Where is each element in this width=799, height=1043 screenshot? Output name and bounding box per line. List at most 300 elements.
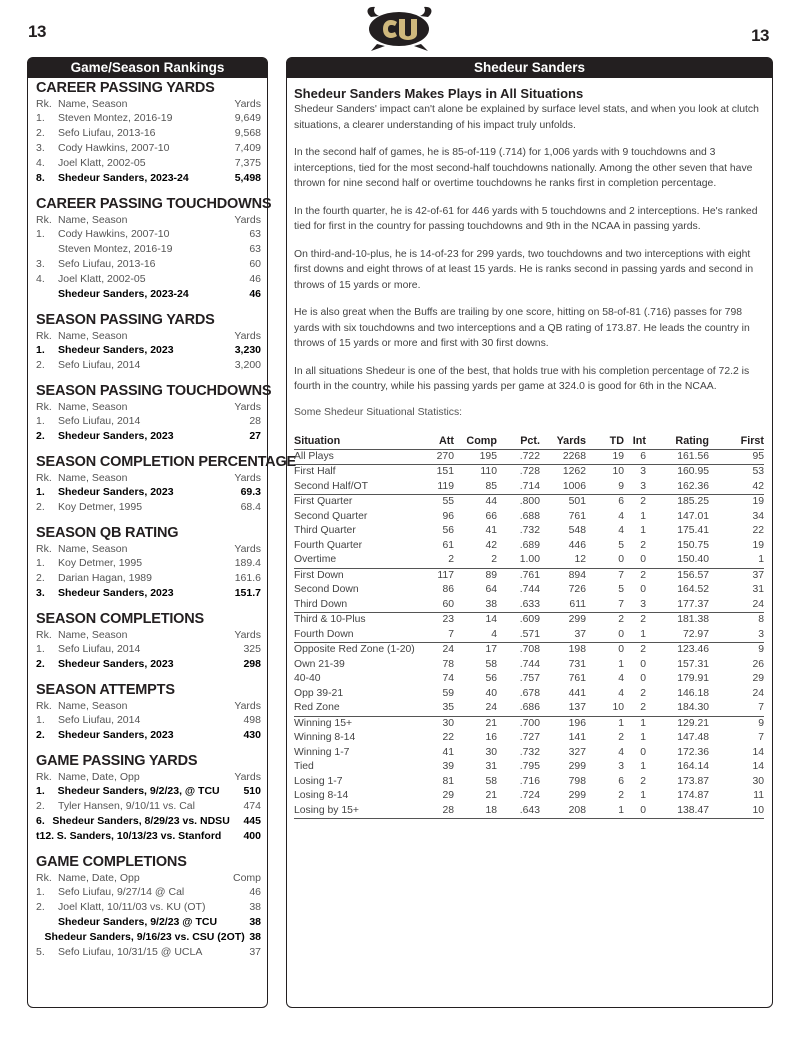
- ranking-rank: 2.: [36, 501, 45, 513]
- stat-cell: 41: [485, 525, 497, 536]
- stat-cell: 157.31: [677, 658, 709, 670]
- stat-cell: 164.14: [677, 761, 709, 772]
- stat-cell: 2: [454, 553, 497, 568]
- ranking-column-header: Name, Season: [58, 98, 128, 110]
- stat-cell: 55: [442, 496, 454, 507]
- stat-cell: 14: [485, 614, 497, 625]
- stat-cell: 95: [709, 449, 764, 465]
- ranking-row: [36, 429, 261, 444]
- stat-cell: 299: [568, 614, 586, 625]
- stat-cell: 2: [640, 496, 646, 507]
- stat-cell: 1: [618, 717, 624, 729]
- stat-cell: 441: [568, 687, 586, 699]
- stat-cell: 9: [758, 644, 764, 655]
- ranking-name: Shedeur Sanders, 9/2/23, @ TCU: [57, 785, 220, 797]
- ranking-section-title: SEASON COMPLETION PERCENTAGE: [36, 454, 296, 470]
- stat-cell: 2: [618, 732, 624, 743]
- ranking-row: [36, 257, 261, 272]
- stat-cell: 0: [640, 746, 646, 758]
- ranking-column-headers: [36, 329, 261, 343]
- table-row: [294, 731, 764, 746]
- column-header: Rating: [646, 434, 709, 450]
- ranking-row: [36, 414, 261, 429]
- ranking-name: Shedeur Sanders, 9/2/23 @ TCU: [58, 916, 218, 928]
- stat-cell: 611: [540, 598, 586, 613]
- ranking-value: 60: [249, 258, 261, 270]
- ranking-column-header: Yards: [234, 214, 261, 226]
- ranking-value: 3,230: [234, 344, 261, 356]
- ranking-name: Shedeur Sanders, 2023: [58, 344, 174, 356]
- article-panel: [286, 57, 773, 1008]
- stat-cell: 58: [485, 658, 497, 670]
- stat-cell: 156.57: [677, 569, 709, 581]
- situation-cell: Losing 8-14: [294, 790, 349, 801]
- stat-cell: 19: [752, 496, 764, 507]
- ranking-name: Darian Hagan, 1989: [58, 572, 152, 584]
- article-paragraph: He is also great when the Buffs are trailing by one score, hitting on 58-of-81 (.716) passes for 798 yards with six touchdowns and two interceptions and a QB rating of 173.87. He leads the country in throws of 15 yards or more and first with 30 first downs.: [294, 307, 750, 349]
- stat-cell: 3: [709, 628, 764, 643]
- ranking-column-headers: [36, 542, 261, 556]
- ranking-row: [36, 141, 261, 156]
- stat-cell: .757: [519, 673, 540, 684]
- ranking-name: Sefo Liufau, 2013-16: [58, 258, 156, 270]
- stat-cell: 59: [442, 687, 454, 699]
- stat-cell: 96: [442, 510, 454, 522]
- ranking-value: 38: [249, 931, 261, 943]
- stat-cell: 2: [624, 701, 646, 716]
- stat-cell: 4: [618, 687, 624, 699]
- table-row: [294, 775, 764, 790]
- article-paragraph: In all situations Shedeur is one of the best, that holds true with his completion percentage of 72.2 is fourth in the country, while his passing yards per game at 324.0 is good for 6th in the NCAA.: [294, 365, 750, 392]
- stat-cell: .643: [497, 804, 540, 819]
- stat-cell: 56: [442, 525, 454, 536]
- stat-cell: 110: [480, 466, 497, 477]
- stat-cell: 30: [485, 746, 497, 758]
- ranking-name: Shedeur Sanders, 2023: [58, 658, 174, 670]
- ranking-name: Sefo Liufau, 9/27/14 @ Cal: [58, 886, 185, 898]
- situation-cell: All Plays: [294, 449, 434, 465]
- ranking-rank: 2.: [36, 729, 45, 741]
- ranking-column-header: Yards: [234, 330, 261, 342]
- stat-cell: 0: [586, 553, 624, 568]
- stat-cell: 7: [709, 701, 764, 716]
- ranking-column-header: Name, Season: [58, 330, 128, 342]
- stat-cell: 0: [640, 584, 646, 595]
- stat-cell: 1262: [562, 466, 586, 477]
- ranking-row: [36, 272, 261, 287]
- stat-cell: 196: [568, 717, 586, 729]
- stat-cell: 147.48: [677, 732, 709, 743]
- ranking-column-header: Name, Date, Opp: [58, 771, 140, 783]
- article-header: Shedeur Sanders: [287, 58, 772, 78]
- ranking-rank: 1.: [36, 643, 45, 655]
- stat-cell: 6: [618, 496, 624, 507]
- ranking-value: 7,375: [234, 157, 261, 169]
- stat-cell: 24: [454, 701, 497, 716]
- ranking-column-header: Rk.: [36, 543, 52, 555]
- column-header: First: [709, 434, 764, 450]
- ranking-name: Steven Montez, 2016-19: [58, 112, 173, 124]
- column-header: Comp: [454, 434, 497, 450]
- stat-cell: 40: [485, 687, 497, 699]
- stat-cell: 1.00: [497, 553, 540, 568]
- ranking-value: 474: [243, 800, 261, 812]
- stat-cell: 64: [485, 584, 497, 595]
- article-paragraph: In the second half of games, he is 85-of-119 (.714) for 1,006 yards with 9 touchdowns and 3 interceptions, tied for the most second-half touchdowns nationally. Among the other seven that have thrown for nine second half or overtime touchdowns he ranks first in completion percentage.: [294, 147, 753, 189]
- ranking-name: Sefo Liufau, 2013-16: [58, 127, 156, 139]
- stat-cell: 37: [752, 569, 764, 581]
- stat-cell: 117: [437, 569, 454, 581]
- stat-cell: 61: [442, 539, 454, 551]
- stat-cell: 798: [568, 775, 586, 787]
- ranking-section: [36, 854, 261, 960]
- stat-cell: 195: [454, 449, 497, 465]
- stat-cell: 4: [618, 525, 624, 536]
- article-paragraph: Shedeur Sanders' impact can't alone be explained by surface level stats, and when you look at clutch situations, a clearer understanding of his impact truly unfolds.: [294, 104, 759, 131]
- ranking-column-headers: [36, 871, 261, 885]
- ranking-section: [36, 312, 261, 373]
- stat-cell: 1: [709, 553, 764, 568]
- ranking-name: Shedeur Sanders, 2023-24: [58, 172, 189, 184]
- table-row: [294, 687, 764, 702]
- situation-cell: Second Half/OT: [294, 480, 434, 495]
- stat-cell: 299: [568, 790, 586, 801]
- stat-cell: 0: [640, 658, 646, 670]
- stat-cell: 1: [640, 790, 646, 801]
- stat-cell: 72.97: [646, 628, 709, 643]
- ranking-row: [36, 657, 261, 672]
- article-paragraph: On third-and-10-plus, he is 14-of-23 for 299 yards, two touchdowns and two interceptions with eight first downs and eight throws of at least 15 yards. He is ranks second in passing yards and second in throws of 15 yards or more.: [294, 248, 754, 291]
- stat-cell: 4: [618, 510, 624, 522]
- stat-cell: .633: [497, 598, 540, 613]
- ranking-name: S. Sanders, 10/13/23 vs. Stanford: [56, 830, 222, 842]
- ranking-rank: [36, 915, 58, 930]
- stat-cell: 31: [752, 584, 764, 595]
- stat-cell: 42: [485, 539, 497, 551]
- stat-cell: 19: [752, 539, 764, 551]
- situation-cell: Second Down: [294, 584, 359, 595]
- stat-cell: 39: [442, 761, 454, 772]
- ranking-value: 5,498: [234, 172, 261, 184]
- ranking-rank: 2.: [36, 359, 45, 371]
- ranking-column-header: Yards: [234, 401, 261, 413]
- stat-cell: 16: [485, 732, 497, 743]
- stat-cell: 4: [454, 628, 497, 643]
- stat-cell: 10: [709, 804, 764, 819]
- stat-cell: 164.52: [677, 584, 709, 595]
- stat-cell: 299: [568, 761, 586, 772]
- ranking-rank: 1.: [36, 486, 45, 498]
- stat-cell: 66: [485, 510, 497, 522]
- column-header: TD: [586, 434, 624, 450]
- stat-cell: 161.56: [646, 449, 709, 465]
- ranking-row: [36, 171, 261, 186]
- ranking-column-header: Rk.: [36, 872, 52, 884]
- ranking-name: Sefo Liufau, 2014: [58, 714, 141, 726]
- table-row: [294, 789, 764, 804]
- table-row: [294, 480, 764, 495]
- ranking-row: [36, 784, 261, 799]
- stat-cell: 30: [442, 717, 454, 729]
- stat-cell: 894: [568, 569, 586, 581]
- ranking-name: Koy Detmer, 1995: [58, 501, 143, 513]
- stat-cell: 0: [586, 628, 624, 643]
- ranking-column-header: Rk.: [36, 629, 52, 641]
- ranking-value: 151.7: [234, 587, 261, 599]
- ranking-name: Shedeur Sanders, 2023: [58, 430, 174, 442]
- stat-cell: 81: [442, 775, 454, 787]
- stat-cell: 44: [485, 496, 497, 507]
- ranking-name: Sefo Liufau, 10/31/15 @ UCLA: [58, 946, 203, 958]
- stat-cell: 185.25: [677, 496, 709, 507]
- stat-cell: 29: [752, 673, 764, 684]
- situation-cell: Winning 8-14: [294, 732, 356, 743]
- stat-cell: 2: [618, 790, 624, 801]
- ranking-section: [36, 525, 261, 601]
- ranking-rank: 2.: [36, 901, 45, 913]
- situation-cell: Fourth Down: [294, 628, 434, 643]
- stat-cell: .761: [519, 569, 540, 581]
- stat-cell: 19: [586, 449, 624, 465]
- column-header: Yards: [540, 434, 586, 450]
- stat-cell: .716: [519, 775, 540, 787]
- ranking-value: 189.4: [234, 557, 261, 569]
- stat-cell: 3: [618, 761, 624, 772]
- stat-cell: .609: [519, 614, 540, 625]
- ranking-rank: t12.: [36, 830, 55, 842]
- stat-cell: 7: [586, 598, 624, 613]
- ranking-column-header: Rk.: [36, 98, 52, 110]
- ranking-rank: 2.: [36, 800, 45, 812]
- stat-cell: 2: [640, 569, 646, 581]
- ranking-column-header: Name, Season: [58, 629, 128, 641]
- situation-cell: Winning 1-7: [294, 746, 350, 758]
- ranking-rank: [36, 242, 58, 257]
- situation-cell: Third Quarter: [294, 525, 356, 536]
- ranking-name: Shedeur Sanders, 9/16/23 vs. CSU (2OT): [44, 931, 245, 943]
- stat-cell: 5: [618, 584, 624, 595]
- stat-cell: 1: [640, 761, 646, 772]
- situation-cell: Losing 1-7: [294, 775, 343, 787]
- stat-cell: 175.41: [677, 525, 709, 536]
- ranking-rank: [36, 287, 58, 302]
- ranking-section: [36, 611, 261, 672]
- stat-cell: 23: [442, 614, 454, 625]
- ranking-name: Shedeur Sanders, 2023: [58, 729, 174, 741]
- ranking-rank: 3.: [36, 142, 45, 154]
- ranking-section-title: SEASON ATTEMPTS: [36, 682, 175, 698]
- ranking-rank: 1.: [36, 228, 45, 240]
- stat-cell: .744: [519, 584, 540, 595]
- ranking-section-title: SEASON PASSING YARDS: [36, 312, 215, 328]
- ranking-name: Joel Klatt, 2002-05: [58, 157, 146, 169]
- article-paragraph: In the fourth quarter, he is 42-of-61 for 446 yards with 5 touchdowns and 2 interceptions. He's ranked tied for first in the country for passing touchdowns and 9th in the NCAA in passing yards.: [294, 205, 758, 232]
- table-row: [294, 701, 764, 716]
- ranking-column-headers: [36, 97, 261, 111]
- ranking-rank: 2.: [36, 658, 45, 670]
- ranking-value: 37: [249, 946, 261, 958]
- stat-cell: 138.47: [646, 804, 709, 819]
- ranking-section-title: GAME COMPLETIONS: [36, 854, 187, 870]
- ranking-section-title: CAREER PASSING TOUCHDOWNS: [36, 196, 272, 212]
- stat-cell: 53: [752, 466, 764, 477]
- stat-cell: 548: [568, 525, 586, 536]
- ranking-column-header: Name, Season: [58, 472, 128, 484]
- situation-cell: Opposite Red Zone (1-20): [294, 644, 415, 655]
- ranking-row: [36, 586, 261, 601]
- ranking-name: Shedeur Sanders, 2023-24: [58, 288, 189, 300]
- stat-cell: 8: [758, 614, 764, 625]
- ranking-row: [36, 358, 261, 373]
- ranking-value: 38: [249, 901, 261, 913]
- ranking-name: Cody Hawkins, 2007-10: [58, 142, 170, 154]
- situation-cell: Fourth Quarter: [294, 539, 363, 551]
- stat-cell: 24: [442, 644, 454, 655]
- ranking-row: [36, 111, 261, 126]
- article-title: Shedeur Sanders Makes Plays in All Situations: [294, 86, 584, 101]
- ranking-row: [36, 571, 261, 586]
- ranking-section-title: SEASON COMPLETIONS: [36, 611, 204, 627]
- stat-cell: 150.75: [677, 539, 709, 551]
- stat-cell: 14: [752, 746, 764, 758]
- stat-cell: 731: [568, 658, 586, 670]
- stat-cell: 31: [485, 761, 497, 772]
- stat-cell: .722: [497, 449, 540, 465]
- ranking-section: [36, 753, 261, 844]
- ranking-rank: 4.: [36, 157, 45, 169]
- ranking-value: 325: [243, 643, 261, 655]
- ranking-column-header: Rk.: [36, 472, 52, 484]
- stat-cell: 2: [640, 614, 646, 625]
- ranking-rank: 1.: [36, 557, 45, 569]
- ranking-column-headers: [36, 400, 261, 414]
- stat-cell: 28: [434, 804, 454, 819]
- ranking-row: [36, 642, 261, 657]
- ranking-section: [36, 80, 261, 186]
- table-row: [294, 524, 764, 539]
- stat-cell: 2: [434, 553, 454, 568]
- stat-cell: .727: [519, 732, 540, 743]
- ranking-value: 46: [249, 288, 261, 300]
- ranking-row: [36, 799, 261, 814]
- ranking-column-headers: [36, 471, 261, 485]
- stat-cell: 270: [434, 449, 454, 465]
- ranking-value: 27: [249, 430, 261, 442]
- stat-cell: 726: [568, 584, 586, 595]
- table-row: [294, 598, 764, 613]
- ranking-value: 68.4: [240, 501, 261, 513]
- ranking-row: [36, 485, 261, 500]
- stat-cell: .732: [519, 746, 540, 758]
- stat-cell: 3: [624, 598, 646, 613]
- ranking-section-title: GAME PASSING YARDS: [36, 753, 198, 769]
- stat-cell: 89: [485, 569, 497, 581]
- ranking-row: [36, 945, 261, 960]
- stat-cell: 1006: [540, 480, 586, 495]
- ranking-name: Joel Klatt, 10/11/03 vs. KU (OT): [58, 901, 206, 913]
- stat-cell: .795: [519, 761, 540, 772]
- situation-cell: Third Down: [294, 598, 434, 613]
- ranking-column-header: Name, Season: [58, 401, 128, 413]
- table-row: [294, 613, 764, 628]
- column-header: Att: [434, 434, 454, 450]
- ranking-rank: 1.: [36, 112, 45, 124]
- stat-cell: 4: [618, 673, 624, 684]
- stat-cell: 501: [568, 496, 586, 507]
- stat-cell: .714: [497, 480, 540, 495]
- ranking-rank: 3.: [36, 587, 45, 599]
- stat-cell: 2: [640, 644, 646, 655]
- stat-cell: 1: [624, 628, 646, 643]
- stat-cell: 7: [618, 569, 624, 581]
- stat-cell: 1: [618, 658, 624, 670]
- ranking-column-header: Comp: [232, 872, 261, 884]
- stat-cell: 174.87: [677, 790, 709, 801]
- stat-cell: 21: [485, 790, 497, 801]
- ranking-section: [36, 454, 296, 515]
- ranking-rank: 6.: [36, 815, 45, 827]
- ranking-column-header: Rk.: [36, 771, 52, 783]
- stat-cell: 21: [485, 717, 497, 729]
- ranking-value: 298: [243, 658, 261, 670]
- ranking-column-header: Yards: [234, 700, 261, 712]
- ranking-column-header: Name, Season: [58, 700, 128, 712]
- stat-cell: 74: [442, 673, 454, 684]
- stat-cell: 123.46: [677, 644, 709, 655]
- table-row: [294, 539, 764, 554]
- stat-cell: 172.36: [677, 746, 709, 758]
- ranking-column-headers: [36, 770, 261, 784]
- ranking-rank: 1.: [36, 415, 45, 427]
- stat-cell: 179.91: [677, 673, 709, 684]
- stat-cell: 184.30: [646, 701, 709, 716]
- stat-cell: 0: [624, 553, 646, 568]
- situation-cell: Own 21-39: [294, 658, 345, 670]
- stat-cell: .686: [497, 701, 540, 716]
- stat-cell: 12: [540, 553, 586, 568]
- table-row: [294, 672, 764, 687]
- stat-cell: 327: [568, 746, 586, 758]
- ranking-value: 46: [249, 273, 261, 285]
- stat-cell: 1: [640, 732, 646, 743]
- ranking-column-header: Name, Date, Opp: [58, 872, 140, 884]
- stat-cell: 4: [618, 746, 624, 758]
- column-header: Pct.: [497, 434, 540, 450]
- stat-cell: 1: [640, 510, 646, 522]
- ranking-value: 430: [243, 729, 261, 741]
- ranking-rank: 4.: [36, 273, 45, 285]
- ranking-column-header: Rk.: [36, 700, 52, 712]
- ranking-column-header: Rk.: [36, 401, 52, 413]
- ranking-name: Joel Klatt, 2002-05: [58, 273, 146, 285]
- stat-cell: 9: [758, 717, 764, 729]
- table-row: [294, 568, 764, 583]
- ranking-rank: [36, 930, 45, 945]
- stat-cell: 2: [640, 775, 646, 787]
- stat-cell: 34: [752, 510, 764, 522]
- column-header: Int: [624, 434, 646, 450]
- stat-cell: 446: [568, 539, 586, 551]
- ranking-column-header: Yards: [234, 771, 261, 783]
- table-row: [294, 583, 764, 598]
- stat-cell: 1: [586, 804, 624, 819]
- table-row: [294, 449, 764, 465]
- table-row: [294, 643, 764, 658]
- ranking-column-header: Name, Season: [58, 543, 128, 555]
- stat-cell: .688: [519, 510, 540, 522]
- page-number-right: 13: [751, 26, 769, 45]
- ranking-row: [36, 713, 261, 728]
